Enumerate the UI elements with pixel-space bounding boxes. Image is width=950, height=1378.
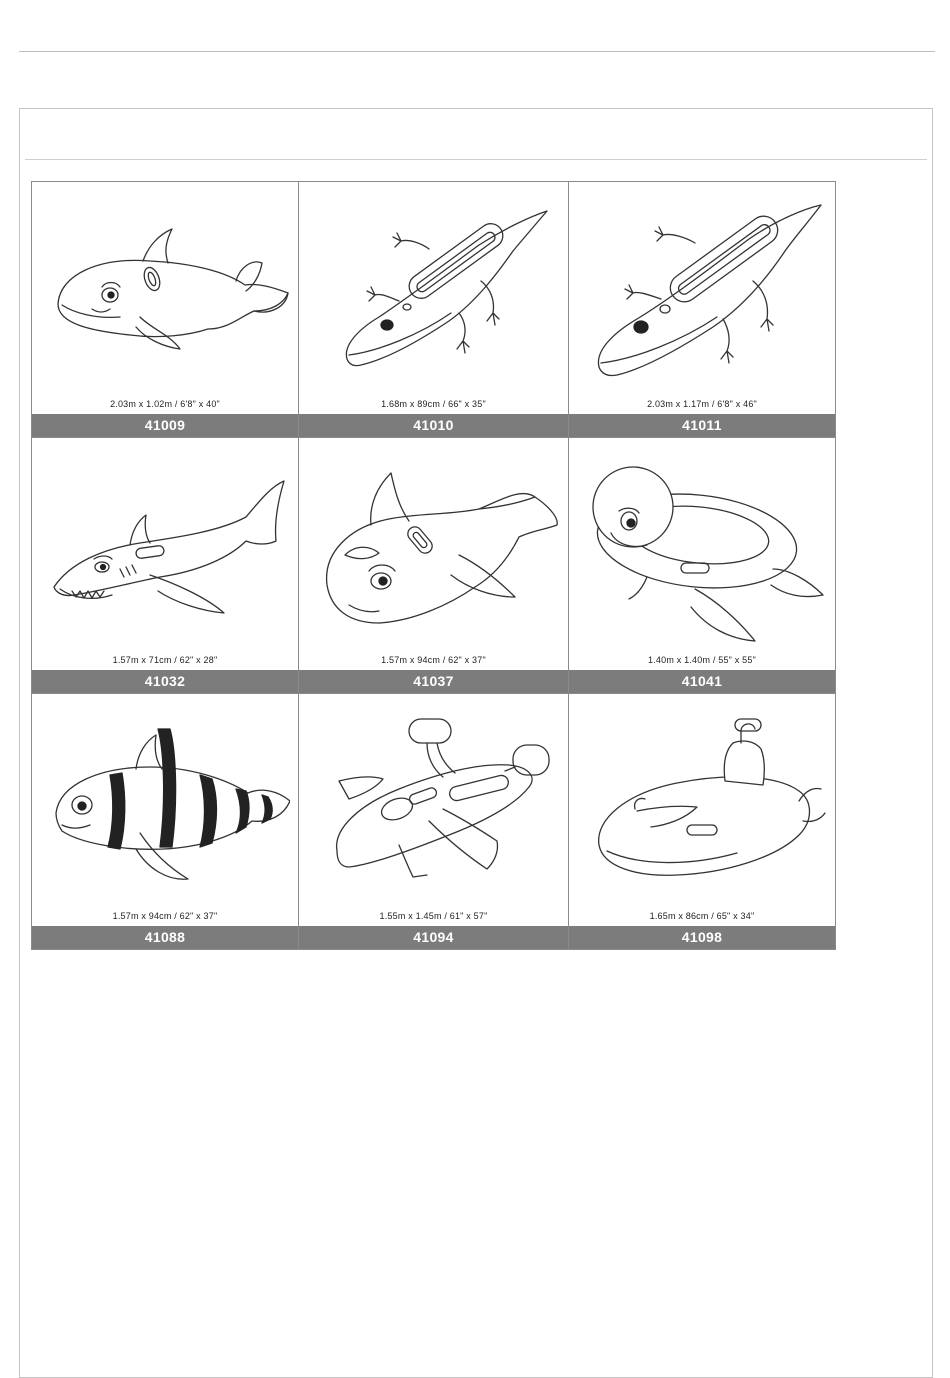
product-illustration [569,182,835,396]
product-size: 1.57m x 71cm / 62" x 28" [112,655,218,665]
product-illustration [299,694,568,908]
product-cell [299,694,569,949]
product-size: 2.03m x 1.02m / 6'8" x 40" [110,399,220,409]
product-cell [569,694,835,949]
product-illustration [32,438,298,652]
product-cell [32,182,299,438]
product-code: 41032 [32,670,298,693]
frame-divider [25,159,927,160]
product-cell [569,438,835,694]
product-illustration [569,694,835,908]
product-illustration [299,182,568,396]
product-illustration [32,182,298,396]
product-illustration [32,694,298,908]
product-size: 2.03m x 1.17m / 6'8" x 46" [647,399,757,409]
crocodile-ride-on-icon [309,189,559,389]
large-crocodile-ride-on-icon [577,189,827,389]
orca-ride-on-icon [309,445,559,645]
top-divider [19,51,935,52]
product-code: 41098 [569,926,835,949]
turtle-ride-on-icon [577,445,827,645]
product-cell [569,182,835,438]
product-code: 41094 [299,926,568,949]
product-cell [32,438,299,694]
product-code: 41009 [32,414,298,437]
product-cell [299,438,569,694]
product-size: 1.57m x 94cm / 62" x 37" [381,655,486,665]
product-grid [31,181,836,950]
product-size: 1.68m x 89cm / 66" x 35" [381,399,486,409]
product-size: 1.40m x 1.40m / 55" x 55" [648,655,756,665]
product-code: 41010 [299,414,568,437]
product-code: 41011 [569,414,835,437]
product-code: 41041 [569,670,835,693]
whale-ride-on-icon [40,189,290,389]
product-code: 41088 [32,926,298,949]
product-code: 41037 [299,670,568,693]
shark-ride-on-icon [40,445,290,645]
product-size: 1.65m x 86cm / 65" x 34" [649,911,755,921]
clownfish-ride-on-icon [40,701,290,901]
product-cell [32,694,299,949]
submarine-ride-on-icon [577,701,827,901]
product-illustration [569,438,835,652]
jet-plane-ride-on-icon [309,701,559,901]
product-size: 1.55m x 1.45m / 61" x 57" [379,911,488,921]
product-size: 1.57m x 94cm / 62" x 37" [112,911,218,921]
product-illustration [299,438,568,652]
product-cell [299,182,569,438]
